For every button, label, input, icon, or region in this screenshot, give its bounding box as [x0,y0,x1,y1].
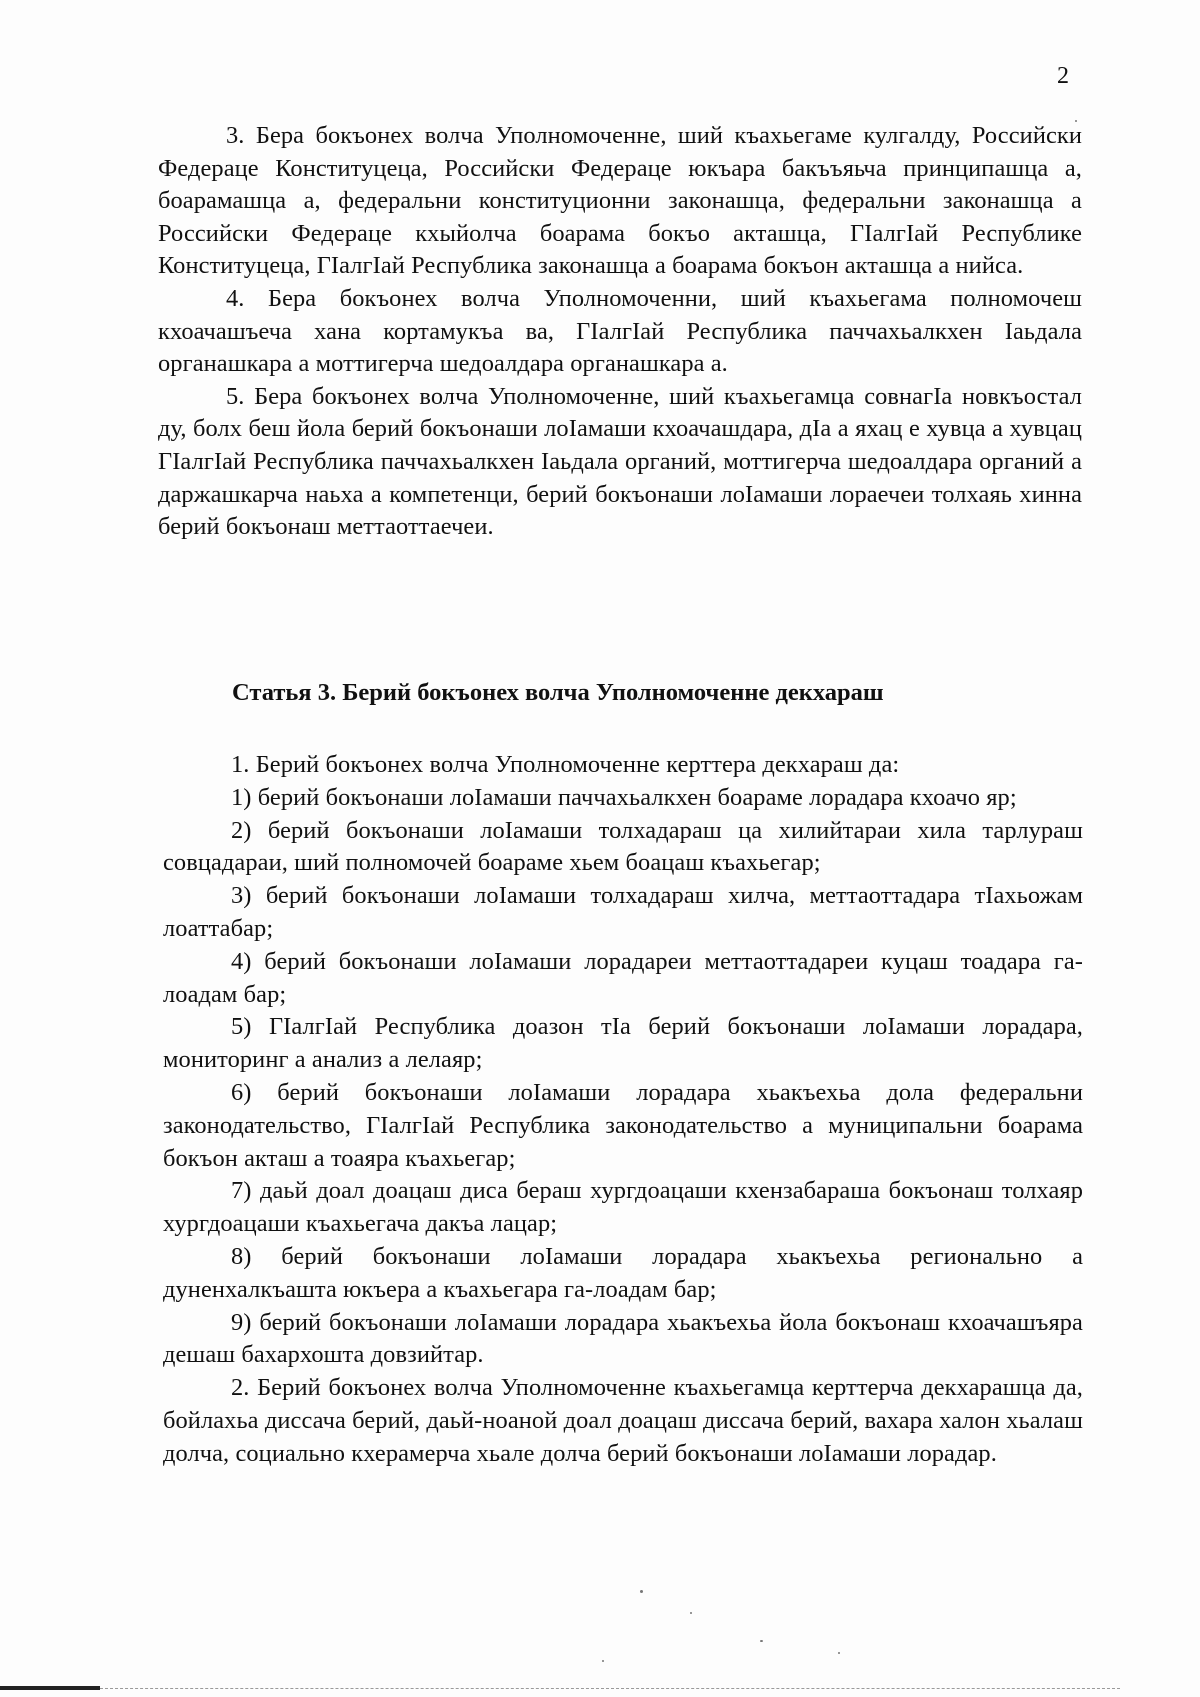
list-item: 8) берий бокъонаши лоIамаши лорадара хьакъехьа регионально а дуненхалкъашта юкъера а къахьегара га-лоадам бар; [163,1242,1083,1303]
paragraph: 3. Бера бокъонех волча Уполномоченне, ший къахьегаме кулгалду, Российски Федераце Конституцеца, Российски Федераце юкъара бакъъяьча принципашца а, боарамашца а, федеральни конституционни законашца, федеральни законашца а Российски Федераце кхыйолча боарама бокъо акташца, ГIалгIай Республике Конституцеца, ГIалгIай Республика законашца а боарама бокъон акташца а нийса. [158,122,1082,280]
article-3-heading: Статья 3. Берий бокъонех волча Уполномоченне декхараш [232,679,884,706]
scan-speck [1075,120,1077,122]
section-article-2-continuation [158,120,1082,544]
list-item: 9) берий бокъонаши лоIамаши лорадара хьакъехьа йола бокъонаш кхоачашъяра дешаш бахархошта довзийтар. [163,1308,1083,1369]
scan-speck [760,1640,763,1642]
scan-speck [690,1612,692,1614]
list-item: 7) даьй доал доацаш диса бераш хургдоацаши кхензабараша бокъонаш толхаяр хургдоацаши къахьегача дакъа лацар; [163,1177,1083,1238]
list-item: 5) ГIалгIай Республика доазон тIа берий бокъонаши лоIамаши лорадара, мониторинг а анализ а лелаяр; [163,1013,1083,1074]
paragraph: 2. Берий бокъонех волча Уполномоченне къахьегамца керттерча декхарашца да, бойлахьа диссача берий, даьй-ноаной доал доацаш диссача берий, вахара халон хьалаш долча, социально кхерамерча хьале долча берий бокъонаши лоIамаши лорадар. [163,1374,1083,1467]
paragraph: 1. Берий бокъонех волча Уполномоченне керттера декхараш да: [231,751,900,778]
list-item: 1) берий бокъонаши лоIамаши паччахьалкхен боараме лорадара кхоачо яр; [231,783,1017,811]
list-item: 3) берий бокъонаши лоIамаши толхадараш хилча, меттаоттадара тIахьожам лоаттабар; [163,882,1083,942]
scan-dashed-line [100,1688,1120,1689]
scan-speck [640,1590,643,1593]
scan-speck [602,1660,604,1662]
scan-edge-mark [0,1686,100,1690]
list-item: 2) берий бокъонаши лоIамаши толхадараш ца хилийтараи хила тарлураш совцадараи, ший полномочей боараме хьем боацаш къахьегар; [163,816,1083,877]
list-item: 4) берий бокъонаши лоIамаши лорадареи меттаоттадареи куцаш тоадара га-лоадам бар; [163,947,1083,1008]
list-item: 6) берий бокъонаши лоIамаши лорадара хьакъехьа дола федеральни законодательство, ГIалгIай Республика законодательство а муниципальни боарама бокъон акташ а тоаяра къахьегар; [163,1078,1083,1172]
paragraph: 4. Бера бокъонех волча Уполномоченни, ший къахьегама полномочеш кхоачашъеча хана кортамукъа ва, ГIалгIай Республика паччахьалкхен Iаьдала органашкара а моттигерча шедоалдара органашкара а. [158,284,1082,378]
page-number: 2 [1057,63,1069,89]
scan-speck [838,1652,840,1654]
paragraph: 5. Бера бокъонех волча Уполномоченне, ший къахьегамца совнагIа новкъостал ду, болх беш йола берий бокъонаши лоIамаши кхоачашдара, дIа а яхац е хувца а хувцац ГIалгIай Республика паччахьалкхен Iаьдала органий, моттигерча шедоалдара органий а даржашкарча наьха а компетенци, берий бокъонаши лоIамаши лораечеи толхаяь хинна берий бокъонаш меттаоттаечеи. [158,382,1082,541]
section-article-3-body [163,749,1083,1471]
